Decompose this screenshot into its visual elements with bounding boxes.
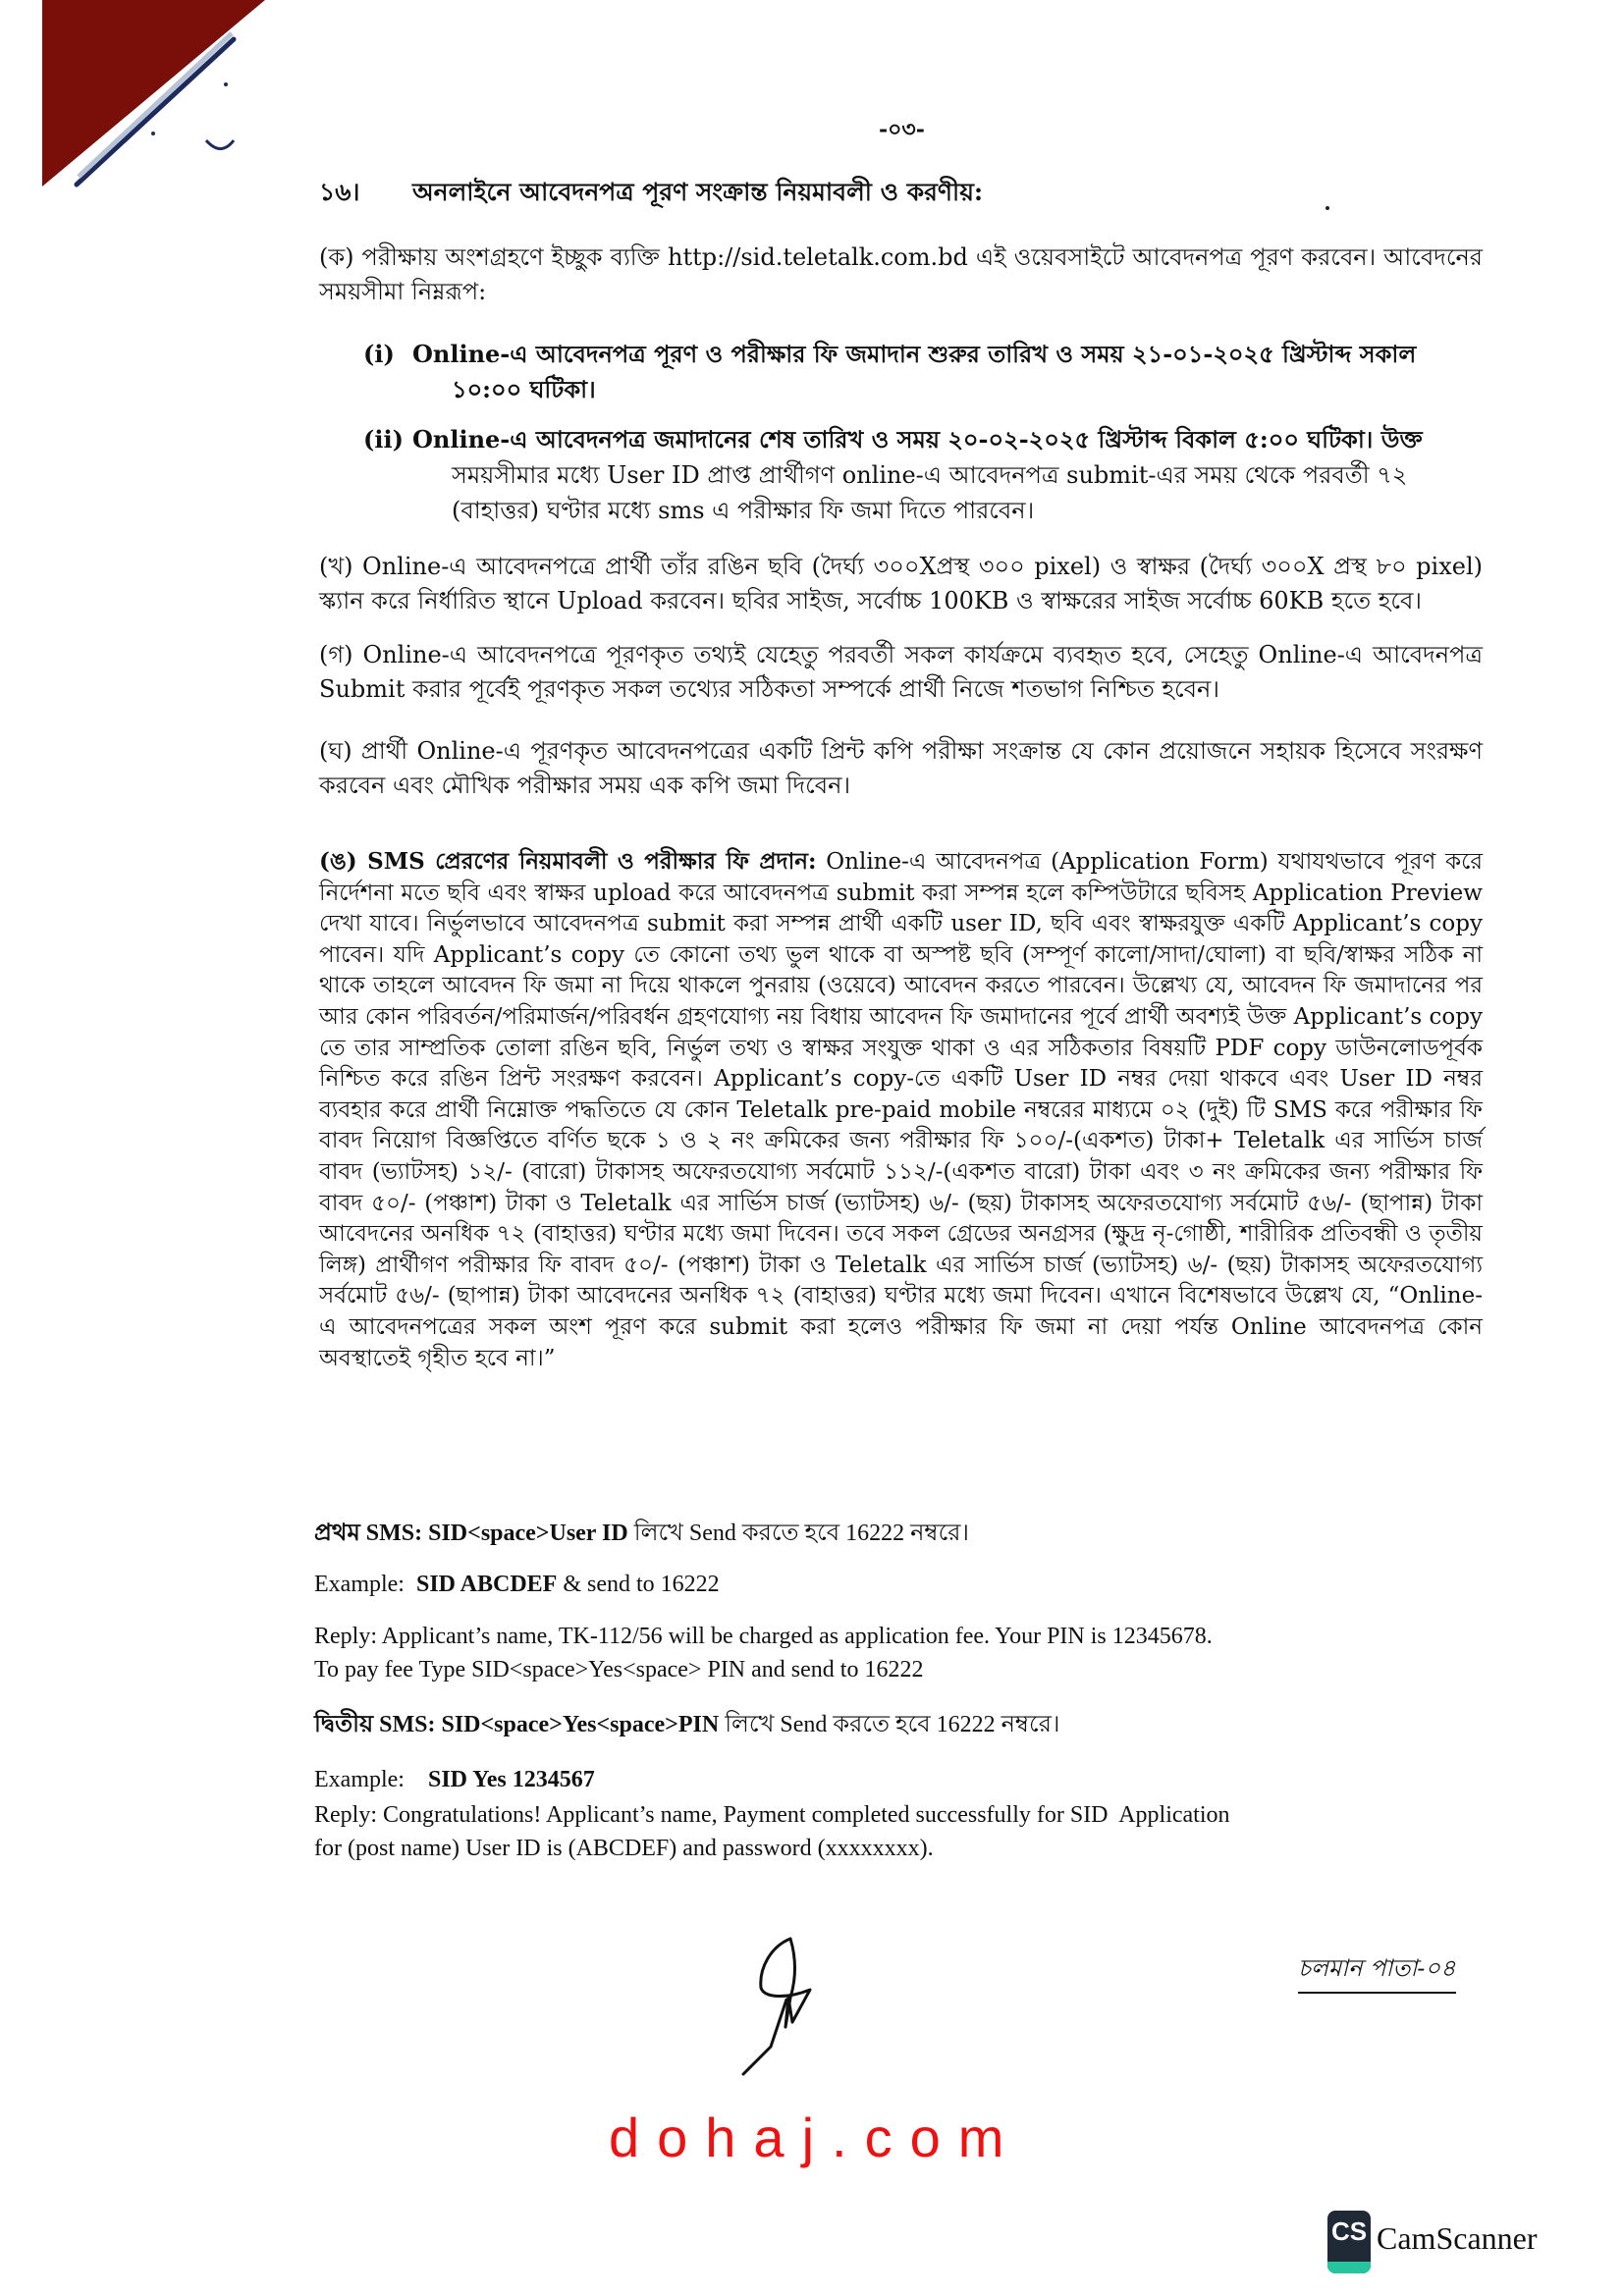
item-i-continuation: ১০:০০ ঘটিকা। — [452, 375, 596, 403]
first-sms-instruction — [314, 1517, 1492, 1550]
section-heading — [319, 173, 983, 215]
example-1 — [314, 1568, 1492, 1601]
paragraph-umo-heading: (ঙ) SMS প্রেরণের নিয়মাবলী ও পরীক্ষার ফি প্রদান: — [319, 848, 817, 875]
page-corner-fold — [0, 0, 314, 255]
signature — [731, 1929, 830, 2076]
reply-2-line-2: for (post name) User ID is (ABCDEF) and password (xxxxxxxx). — [314, 1836, 934, 1861]
example-1-label: Example: — [314, 1572, 405, 1597]
second-sms-rest: লিখে Send করতে হবে 16222 নম্বরে। — [719, 1712, 1060, 1737]
paragraph-ga: (গ) Online-এ আবেদনপত্রে পূরণকৃত তথ্যই যেহেতু পরবর্তী সকল কার্যক্রমে ব্যবহৃত হবে, সেহেতু Online-এ আবেদনপত্র Submit করার পূর্বেই পূরণকৃত সকল তথ্যের সঠিকতা সম্পর্কে প্রার্থী নিজে শতভাগ নিশ্চিত হবেন। — [319, 641, 1483, 703]
item-i — [363, 337, 1483, 407]
camscanner-logo-icon — [1327, 2211, 1371, 2273]
example-1-value: SID ABCDEF — [415, 1572, 558, 1597]
item-ii-continuation: সময়সীমার মধ্যে User ID প্রাপ্ত প্রার্থীগণ online-এ আবেদনপত্র submit-এর সময় থেকে পরবর্তী ৭২ (বাহাত্তর) ঘণ্টার মধ্যে sms এ পরীক্ষার ফি জমা দিতে পারবেন। — [452, 461, 1408, 524]
second-sms-instruction — [314, 1708, 1492, 1741]
reply-1-line-1: Reply: Applicant’s name, TK-112/56 will be charged as application fee. Your PIN is 12345678. — [314, 1624, 1213, 1649]
reply-1 — [314, 1620, 1492, 1686]
example-1-rest: & send to 16222 — [557, 1572, 720, 1597]
reply-1-line-2: To pay fee Type SID<space>Yes<space> PIN and send to 16222 — [314, 1657, 924, 1682]
item-ii-text: Online-এ আবেদনপত্র জমাদানের শেষ তারিখ ও সময় ২০-০২-২০২৫ খ্রিস্টাব্দ বিকাল ৫:০০ ঘটিকা। উক্ত — [412, 425, 1423, 454]
watermark-text: dohaj.com — [609, 2107, 1022, 2168]
continue-page-note: চলমান পাতা-০৪ — [1298, 1950, 1456, 1994]
page-number: -০৩- — [879, 117, 925, 142]
reply-2-line-1: Reply: Congratulations! Applicant’s name, Payment completed successfully for SID Application — [314, 1802, 1230, 1828]
stray-dot — [1325, 206, 1329, 210]
item-i-label: (i) — [363, 340, 395, 368]
reply-2 — [314, 1798, 1492, 1865]
example-2 — [314, 1763, 1492, 1796]
example-2-value: SID Yes 1234567 — [427, 1767, 595, 1792]
second-sms-label: দ্বিতীয় SMS: SID<space>Yes<space>PIN — [314, 1712, 720, 1737]
paragraph-kha: (খ) Online-এ আবেদনপত্রে প্রার্থী তাঁর রঙিন ছবি (দৈর্ঘ্য ৩০০Xপ্রস্থ ৩০০ pixel) ও স্বাক্ষর (দৈর্ঘ্য ৩০০X প্রস্থ ৮০ pixel) স্ক্যান করে নির্ধারিত স্থানে Upload করবেন। ছবির সাইজ, সর্বোচ্চ 100KB ও স্বাক্ষরের সাইজ সর্বোচ্চ 60KB হতে হবে। — [319, 553, 1483, 614]
paragraph-ka: (ক) পরীক্ষায় অংশগ্রহণে ইচ্ছুক ব্যক্তি http://sid.teletalk.com.bd এই ওয়েবসাইটে আবেদনপত্র পূরণ করবেন। আবেদনের সময়সীমা নিম্নরূপ: — [319, 243, 1483, 305]
item-i-text: Online-এ আবেদনপত্র পূরণ ও পরীক্ষার ফি জমাদান শুরুর তারিখ ও সময় ২১-০১-২০২৫ খ্রিস্টাব্দ সকাল — [412, 340, 1417, 368]
paragraph-gha: (ঘ) প্রার্থী Online-এ পূরণকৃত আবেদনপত্রের একটি প্রিন্ট কপি পরীক্ষা সংক্রান্ত যে কোন প্রয়োজনে সহায়ক হিসেবে সংরক্ষণ করবেন এবং মৌখিক পরীক্ষার সময় এক কপি জমা দিবেন। — [319, 737, 1483, 799]
camscanner-badge-text: CS — [1330, 2216, 1368, 2246]
item-ii — [363, 422, 1483, 528]
example-2-label: Example: — [314, 1767, 405, 1792]
paragraph-umo-body: Online-এ আবেদনপত্র (Application Form) যথাযথভাবে পূরণ করে নির্দেশনা মতে ছবি এবং স্বাক্ষর upload করে আবেদনপত্র submit করা সম্পন্ন হলে কম্পিউটারে ছবিসহ Application Preview দেখা যাবে। নির্ভুলভাবে আবেদনপত্র submit করা সম্পন্ন প্রার্থী একটি user ID, ছবি এবং স্বাক্ষরযুক্ত একটি Applicant’s copy পাবেন। যদি Applicant’s copy তে কোনো তথ্য ভুল থাকে বা অস্পষ্ট ছবি (সম্পূর্ণ কালো/সাদা/ঘোলা) বা ছবি/স্বাক্ষর সঠিক না থাকে তাহলে আবেদন ফি জমা না দিয়ে থাকলে পুনরায় (ওয়েবে) আবেদন করতে পারবেন। উল্লেখ্য যে, আবেদন ফি জমাদানের পর আর কোন পরিবর্তন/পরিমার্জন/পরিবর্ধন গ্রহণযোগ্য নয় বিধায় আবেদন ফি জমাদানের পূর্বে প্রার্থী অবশ্যই উক্ত Applicant’s copy তে তার সাম্প্রতিক তোলা রঙিন ছবি, নির্ভুল তথ্য ও স্বাক্ষর সংযুক্ত থাকা ও এর সঠিকতার বিষয়টি PDF copy ডাউনলোডপূর্বক নিশ্চিত করে রঙিন প্রিন্ট সংরক্ষণ করবেন। Applicant’s copy-তে একটি User ID নম্বর দেয়া থাকবে এবং User ID নম্বর ব্যবহার করে প্রার্থী নিম্নোক্ত পদ্ধতিতে যে কোন Teletalk pre-paid mobile নম্বরের মাধ্যমে ০২ (দুই) টি SMS করে পরীক্ষার ফি বাবদ নিয়োগ বিজ্ঞপ্তিতে বর্ণিত ছকে ১ ও ২ নং ক্রমিকের জন্য পরীক্ষার ফি ১০০/-(একশত) টাকা+ Teletalk এর সার্ভিস চার্জ বাবদ (ভ্যাটসহ) ১২/- (বারো) টাকাসহ অফেরতযোগ্য সর্বমোট ১১২/-(একশত বারো) টাকা এবং ৩ নং ক্রমিকের জন্য পরীক্ষার ফি বাবদ ৫০/- (পঞ্চাশ) টাকা ও Teletalk এর সার্ভিস চার্জ (ভ্যাটসহ) ৬/- (ছয়) টাকাসহ অফেরতযোগ্য সর্বমোট ৫৬/- (ছাপান্ন) টাকা আবেদনের অনধিক ৭২ (বাহাত্তর) ঘণ্টার মধ্যে জমা দিবেন। তবে সকল গ্রেডের অনগ্রসর (ক্ষুদ্র নৃ-গোষ্ঠী, শারীরিক প্রতিবন্ধী ও তৃতীয় লিঙ্গ) প্রার্থীগণ পরীক্ষার ফি বাবদ ৫০/- (পঞ্চাশ) টাকা ও Teletalk এর সার্ভিস চার্জ (ভ্যাটসহ) ৬/- (ছয়) টাকাসহ অফেরতযোগ্য সর্বমোট ৫৬/- (ছাপান্ন) টাকা আবেদনের অনধিক ৭২ (বাহাত্তর) ঘণ্টার মধ্যে জমা দিবেন। এখানে বিশেষভাবে উল্লেখ যে, “Online-এ আবেদনপত্রের সকল অংশ পূরণ করে submit করা হলেও পরীক্ষার ফি জমা না দেয়া পর্যন্ত Online আবেদনপত্র কোন অবস্থাতেই গৃহীত হবে না।” — [319, 849, 1483, 1371]
first-sms-rest: লিখে Send করতে হবে 16222 নম্বরে। — [627, 1521, 970, 1546]
section-number: ১৬। — [319, 178, 360, 206]
item-ii-label: (ii) — [363, 425, 404, 454]
camscanner-name: CamScanner — [1377, 2220, 1538, 2256]
paragraph-umo — [319, 846, 1483, 1374]
section-title: অনলাইনে আবেদনপত্র পূরণ সংক্রান্ত নিয়মাবলী ও করণীয়: — [412, 178, 984, 206]
first-sms-label: প্রথম SMS: SID<space>User ID — [314, 1521, 628, 1546]
